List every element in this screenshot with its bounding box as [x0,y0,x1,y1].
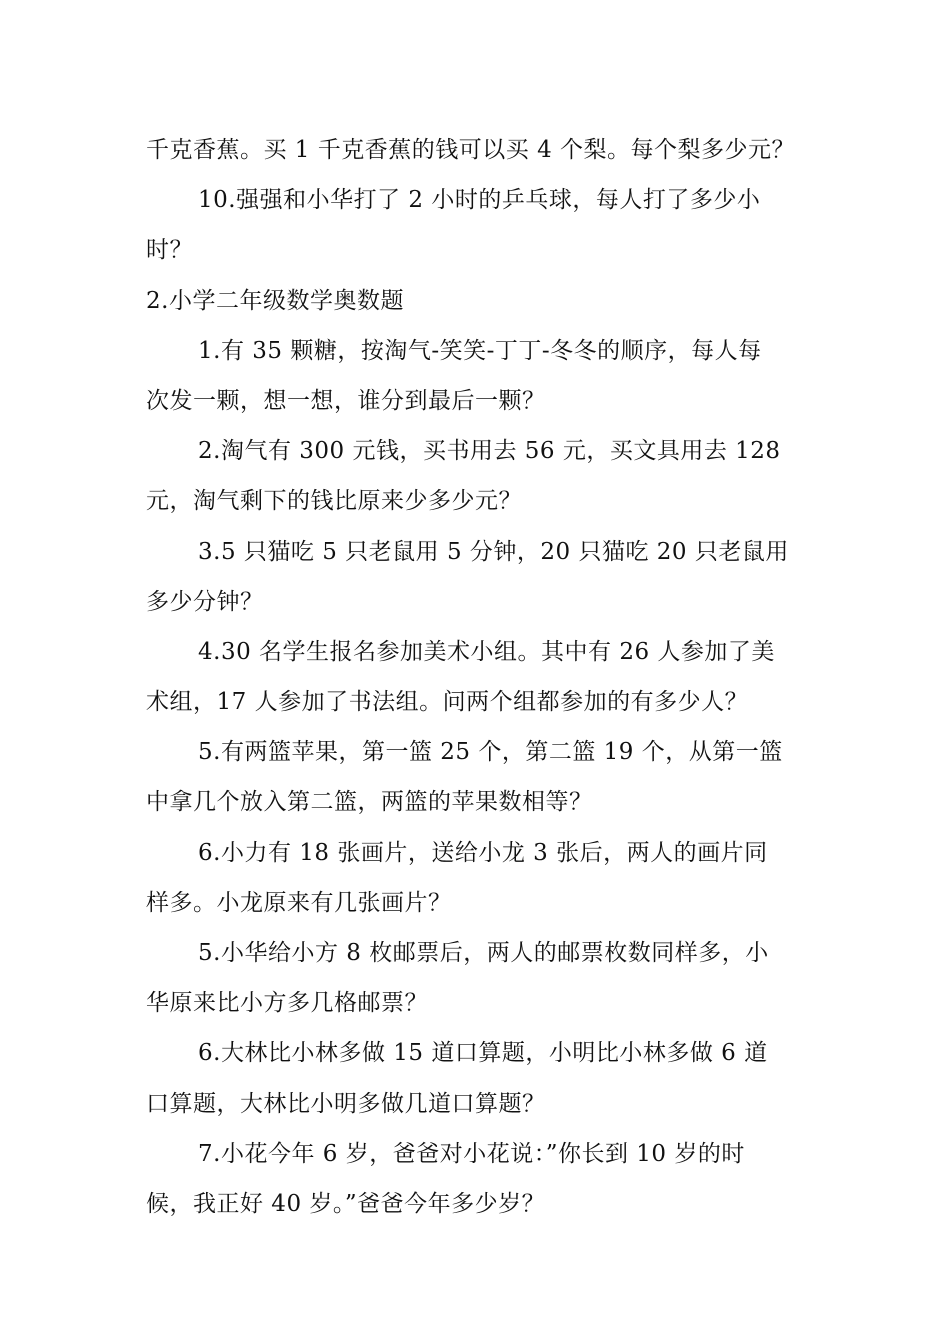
text-line: 元，淘气剩下的钱比原来少多少元？ [146,488,522,515]
text-line: 样多。小龙原来有几张画片？ [146,889,452,916]
problem-line: 10.强强和小华打了 2 小时的乒乓球，每人打了多少小 [198,187,761,214]
problem-line: 4.30 名学生报名参加美术小组。其中有 26 人参加了美 [198,638,775,665]
text-line: 华原来比小方多几格邮票？ [146,990,428,1017]
text-line: 多少分钟？ [146,588,264,615]
text-line: 口算题，大林比小明多做几道口算题？ [146,1090,546,1117]
problem-line: 5.有两篮苹果，第一篮 25 个，第二篮 19 个，从第一篮 [198,739,783,766]
problem-line: 1.有 35 颗糖，按淘气-笑笑-丁丁-冬冬的顺序，每人每 [198,337,762,364]
problem-line: 6.小力有 18 张画片，送给小龙 3 张后，两人的画片同 [198,839,768,866]
text-line: 次发一颗，想一想，谁分到最后一颗？ [146,387,546,414]
text-line: 千克香蕉。买 1 千克香蕉的钱可以买 4 个梨。每个梨多少元？ [146,137,796,163]
section-heading: 2.小学二年级数学奥数题 [146,287,404,314]
document-body [146,125,808,1229]
text-line: 候，我正好 40 岁。”爸爸今年多少岁？ [146,1190,546,1217]
problem-line: 5.小华给小方 8 枚邮票后，两人的邮票枚数同样多，小 [198,940,769,966]
problem-line: 6.大林比小林多做 15 道口算题，小明比小林多做 6 道 [198,1040,768,1067]
problem-line: 3.5 只猫吃 5 只老鼠用 5 分钟，20 只猫吃 20 只老鼠用 [198,538,789,565]
problem-line: 7.小花今年 6 岁，爸爸对小花说：”你长到 10 岁的时 [198,1140,745,1167]
text-line: 术组，17 人参加了书法组。问两个组都参加的有多少人？ [146,689,749,716]
problem-line: 2.淘气有 300 元钱，买书用去 56 元，买文具用去 128 [198,438,781,465]
text-line: 中拿几个放入第二篮，两篮的苹果数相等？ [146,789,593,816]
text-line: 时？ [146,237,193,264]
